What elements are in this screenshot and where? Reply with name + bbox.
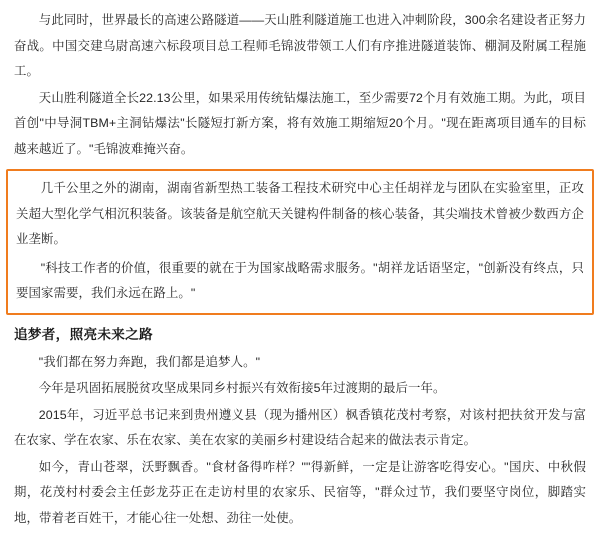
section-heading: 追梦者，照亮未来之路 — [14, 326, 153, 342]
paragraph: 今年是巩固拓展脱贫攻坚成果同乡村振兴有效衔接5年过渡期的最后一年。 — [38, 381, 446, 395]
paragraph: 几千公里之外的湖南，湖南省新型热工装备工程技术研究中心主任胡祥龙与团队在实验室里，正攻关超大型化学气相沉积装备。该装备是航空航天关键构件制备的核心装备，其尖端技术曾被少数西方企业垄断。 — [16, 181, 584, 246]
paragraph: "科技工作者的价值，很重要的就在于为国家战略需求服务。"胡祥龙话语坚定，"创新没有终点，只要国家需要，我们永远在路上。" — [16, 260, 584, 300]
paragraph: 2015年，习近平总书记来到贵州遵义县（现为播州区）枫香镇花茂村考察，对该村把扶贫开发与富在农家、学在农家、乐在农家、美在农家的美丽乡村建设结合起来的做法表示肯定。 — [14, 407, 586, 447]
paragraph: 与此同时，世界最长的高速公路隧道——天山胜利隧道施工也进入冲刺阶段，300余名建设者正努力奋战。中国交建乌尉高速六标段项目总工程师毛锦波带领工人们有序推进隧道装饰、棚洞及附属工程施工。 — [14, 13, 586, 78]
paragraph: 如今，青山苍翠，沃野飘香。"食材备得咋样？""得新鲜，一定是让游客吃得安心。"国庆、中秋假期，花茂村村委会主任彭龙芬正在走访村里的农家乐、民宿等，"群众过节，我们要坚守岗位，脚踏实地，带着老百姓干，才能心往一处想、劲往一处使。 — [14, 459, 586, 525]
highlighted-region — [6, 169, 594, 315]
paragraph: 天山胜利隧道全长22.13公里，如果采用传统钻爆法施工，至少需要72个月有效施工期。为此，项目首创"中导洞TBM+主洞钻爆法"长隧短打新方案，将有效施工期缩短20个月。"现在距离项目通车的目标越来越近了。"毛锦波难掩兴奋。 — [14, 90, 586, 156]
paragraph: "我们都在努力奔跑，我们都是追梦人。" — [38, 354, 261, 369]
